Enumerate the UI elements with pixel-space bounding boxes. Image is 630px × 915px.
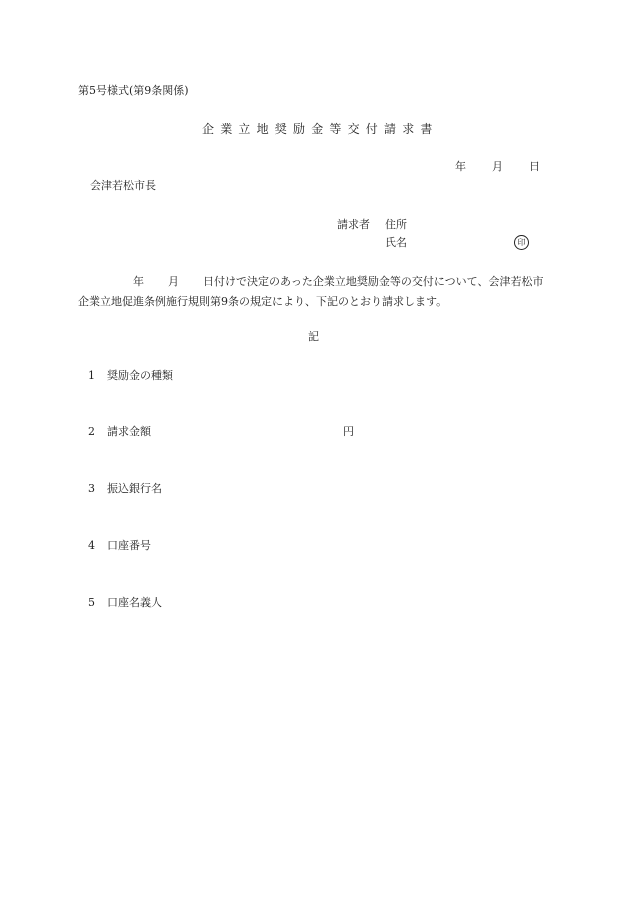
address-label: 住所 bbox=[385, 218, 407, 231]
seal-mark-icon: 印 bbox=[514, 235, 529, 250]
ki-heading: 記 bbox=[308, 330, 319, 343]
addressee: 会津若松市長 bbox=[90, 179, 156, 192]
date-month-label: 月 bbox=[492, 160, 503, 173]
item-number: 1 bbox=[88, 369, 95, 382]
item-bank-name-label: 振込銀行名 bbox=[107, 482, 162, 495]
item-number: 3 bbox=[88, 482, 95, 495]
document-title: 企業立地奨励金等交付請求書 bbox=[202, 122, 439, 136]
item-account-number-label: 口座番号 bbox=[107, 539, 151, 552]
request-body-text bbox=[78, 272, 548, 312]
item-number: 5 bbox=[88, 596, 95, 609]
item-number: 2 bbox=[88, 425, 95, 438]
body-statement: 日付けで決定のあった企業立地奨励金等の交付について、会津若松市企業立地促進条例施行規則第9条の規定により、下記のとおり請求します。 bbox=[78, 275, 544, 308]
amount-unit-yen: 円 bbox=[343, 425, 354, 438]
form-number: 第5号様式(第9条関係) bbox=[78, 84, 189, 97]
date-year-label: 年 bbox=[455, 160, 466, 173]
body-year-label: 年 bbox=[133, 275, 144, 288]
date-day-label: 日 bbox=[529, 160, 540, 173]
body-month-label: 月 bbox=[168, 275, 179, 288]
claimant-label: 請求者 bbox=[337, 218, 370, 231]
name-label: 氏名 bbox=[385, 236, 407, 249]
item-incentive-type-label: 奨励金の種類 bbox=[107, 369, 173, 382]
item-number: 4 bbox=[88, 539, 95, 552]
item-claim-amount-label: 請求金額 bbox=[107, 425, 151, 438]
item-account-holder-label: 口座名義人 bbox=[107, 596, 162, 609]
